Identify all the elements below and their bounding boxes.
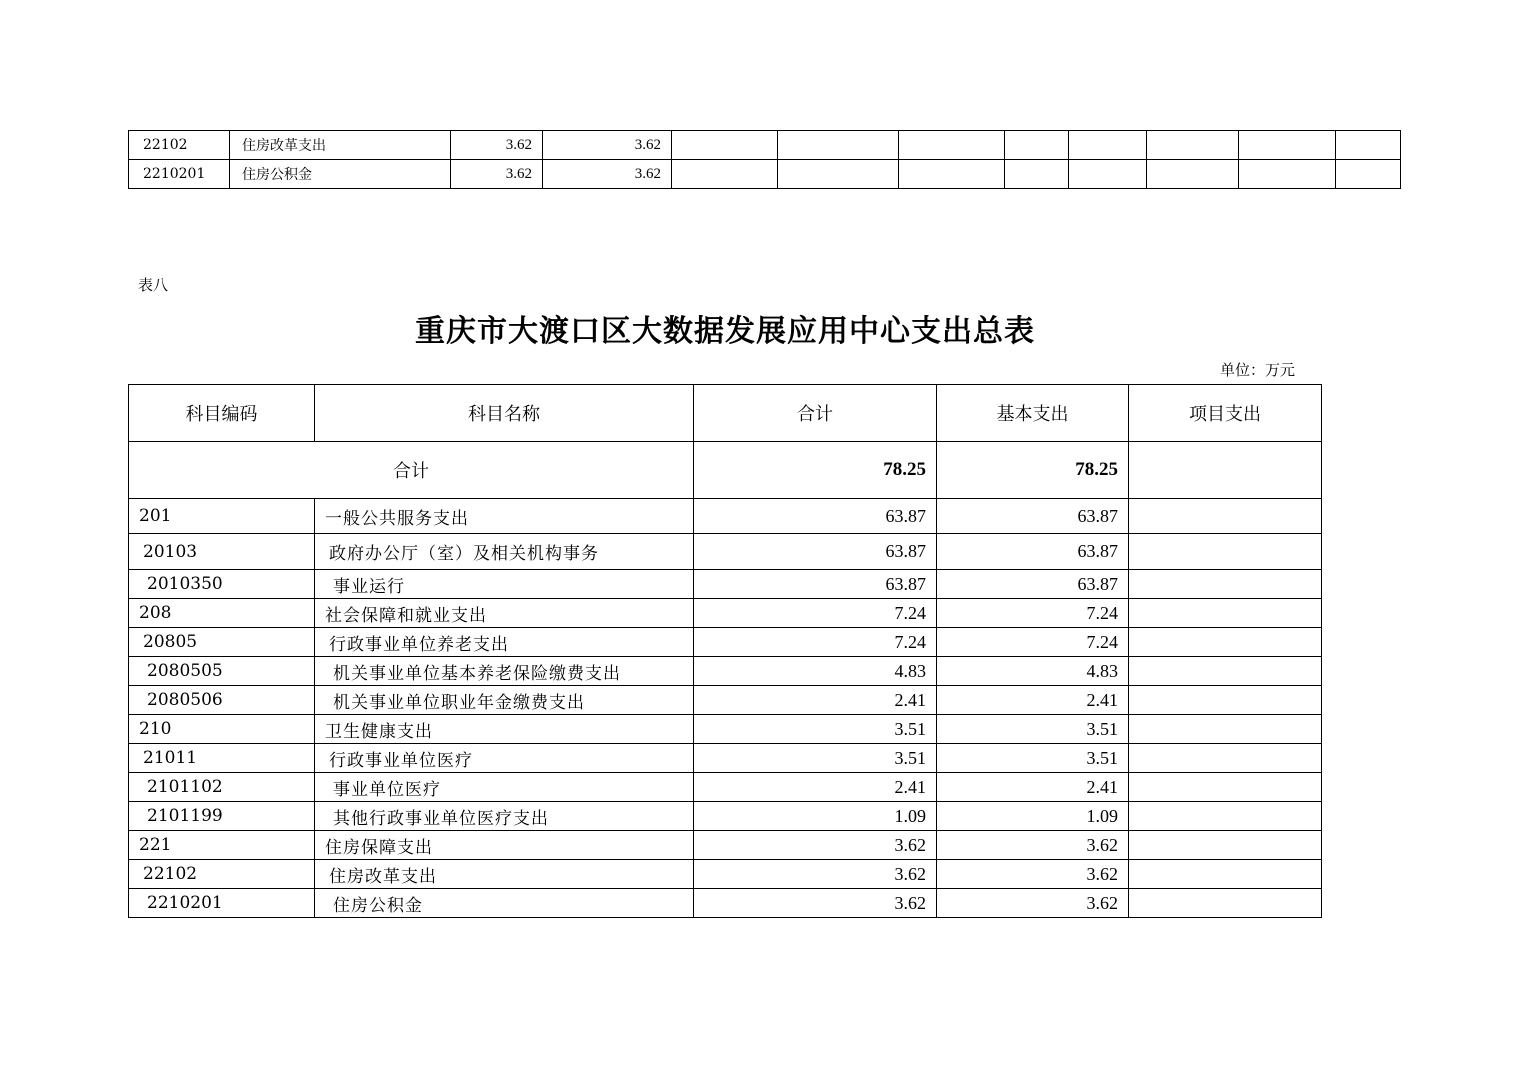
cell-project [1129,831,1322,860]
cell-empty [778,160,899,189]
cell-name: 事业单位医疗 [315,773,694,802]
cell-empty [1069,131,1147,160]
cell-code: 208 [129,599,315,628]
cell-empty [672,160,778,189]
cell-value-2: 3.62 [543,131,672,160]
top-table-row [129,131,1401,160]
cell-code: 201 [129,499,315,534]
cell-code: 22102 [129,860,315,889]
cell-project [1129,628,1322,657]
cell-basic: 4.83 [937,657,1129,686]
cell-code: 221 [129,831,315,860]
cell-name: 一般公共服务支出 [315,499,694,534]
cell-name: 住房改革支出 [315,860,694,889]
cell-name: 机关事业单位基本养老保险缴费支出 [315,657,694,686]
total-sum: 78.25 [694,442,937,499]
cell-basic: 3.62 [937,889,1129,918]
header-name: 科目名称 [315,385,694,442]
cell-code: 20103 [129,534,315,570]
cell-empty [899,131,1005,160]
cell-code: 20805 [129,628,315,657]
cell-empty [1147,131,1239,160]
cell-empty [672,131,778,160]
cell-name: 其他行政事业单位医疗支出 [315,802,694,831]
cell-sum: 3.62 [694,889,937,918]
cell-sum: 63.87 [694,570,937,599]
cell-project [1129,686,1322,715]
total-label: 合计 [129,442,694,499]
cell-empty [899,160,1005,189]
table-row [129,715,1322,744]
cell-basic: 63.87 [937,534,1129,570]
table-number-label: 表八 [138,276,169,294]
cell-project [1129,570,1322,599]
cell-sum: 7.24 [694,628,937,657]
header-sum: 合计 [694,385,937,442]
table-row [129,802,1322,831]
cell-sum: 3.62 [694,860,937,889]
cell-sum: 4.83 [694,657,937,686]
cell-empty [1005,160,1069,189]
expenditure-summary-table [128,384,1322,918]
table-row [129,773,1322,802]
cell-sum: 7.24 [694,599,937,628]
total-row [129,442,1322,499]
cell-basic: 2.41 [937,686,1129,715]
cell-sum: 1.09 [694,802,937,831]
cell-name: 住房公积金 [315,889,694,918]
cell-name: 行政事业单位养老支出 [315,628,694,657]
cell-code: 2101199 [129,802,315,831]
cell-project [1129,773,1322,802]
cell-code: 2210201 [129,889,315,918]
cell-code: 2210201 [129,160,230,189]
cell-code: 210 [129,715,315,744]
table-row [129,686,1322,715]
cell-project [1129,534,1322,570]
cell-empty [1069,160,1147,189]
cell-basic: 1.09 [937,802,1129,831]
cell-basic: 63.87 [937,499,1129,534]
cell-code: 2080505 [129,657,315,686]
header-row [129,385,1322,442]
cell-sum: 3.62 [694,831,937,860]
cell-name: 事业运行 [315,570,694,599]
cell-sum: 63.87 [694,499,937,534]
cell-name: 政府办公厅（室）及相关机构事务 [315,534,694,570]
cell-basic: 2.41 [937,773,1129,802]
cell-name: 行政事业单位医疗 [315,744,694,773]
page-title: 重庆市大渡口区大数据发展应用中心支出总表 [415,314,1035,349]
cell-project [1129,889,1322,918]
cell-code: 2101102 [129,773,315,802]
cell-sum: 2.41 [694,686,937,715]
cell-basic: 3.51 [937,744,1129,773]
total-basic: 78.25 [937,442,1129,499]
cell-basic: 7.24 [937,599,1129,628]
table-row [129,534,1322,570]
table-row [129,744,1322,773]
cell-name: 住房公积金 [230,160,451,189]
header-code: 科目编码 [129,385,315,442]
total-project [1129,442,1322,499]
cell-project [1129,499,1322,534]
cell-code: 21011 [129,744,315,773]
header-basic: 基本支出 [937,385,1129,442]
cell-basic: 3.62 [937,831,1129,860]
cell-empty [1336,131,1401,160]
cell-basic: 3.51 [937,715,1129,744]
cell-basic: 7.24 [937,628,1129,657]
cell-value-2: 3.62 [543,160,672,189]
cell-code: 2080506 [129,686,315,715]
table-row [129,570,1322,599]
cell-project [1129,599,1322,628]
cell-sum: 3.51 [694,715,937,744]
cell-basic: 3.62 [937,860,1129,889]
cell-project [1129,860,1322,889]
cell-value-1: 3.62 [451,160,543,189]
cell-empty [1336,160,1401,189]
table-row [129,831,1322,860]
table-row [129,499,1322,534]
cell-project [1129,802,1322,831]
cell-basic: 63.87 [937,570,1129,599]
table-row [129,599,1322,628]
table-row [129,860,1322,889]
cell-empty [1239,160,1336,189]
cell-empty [1005,131,1069,160]
cell-name: 住房保障支出 [315,831,694,860]
cell-sum: 63.87 [694,534,937,570]
top-continuation-table [128,130,1401,189]
cell-code: 22102 [129,131,230,160]
cell-sum: 3.51 [694,744,937,773]
cell-empty [1239,131,1336,160]
cell-code: 2010350 [129,570,315,599]
top-table-row [129,160,1401,189]
cell-empty [1147,160,1239,189]
cell-name: 住房改革支出 [230,131,451,160]
cell-name: 卫生健康支出 [315,715,694,744]
cell-sum: 2.41 [694,773,937,802]
cell-project [1129,715,1322,744]
cell-name: 社会保障和就业支出 [315,599,694,628]
cell-empty [778,131,899,160]
cell-name: 机关事业单位职业年金缴费支出 [315,686,694,715]
table-row [129,657,1322,686]
cell-value-1: 3.62 [451,131,543,160]
table-row [129,889,1322,918]
cell-project [1129,744,1322,773]
cell-project [1129,657,1322,686]
table-row [129,628,1322,657]
unit-label: 单位：万元 [1220,361,1296,379]
header-project: 项目支出 [1129,385,1322,442]
